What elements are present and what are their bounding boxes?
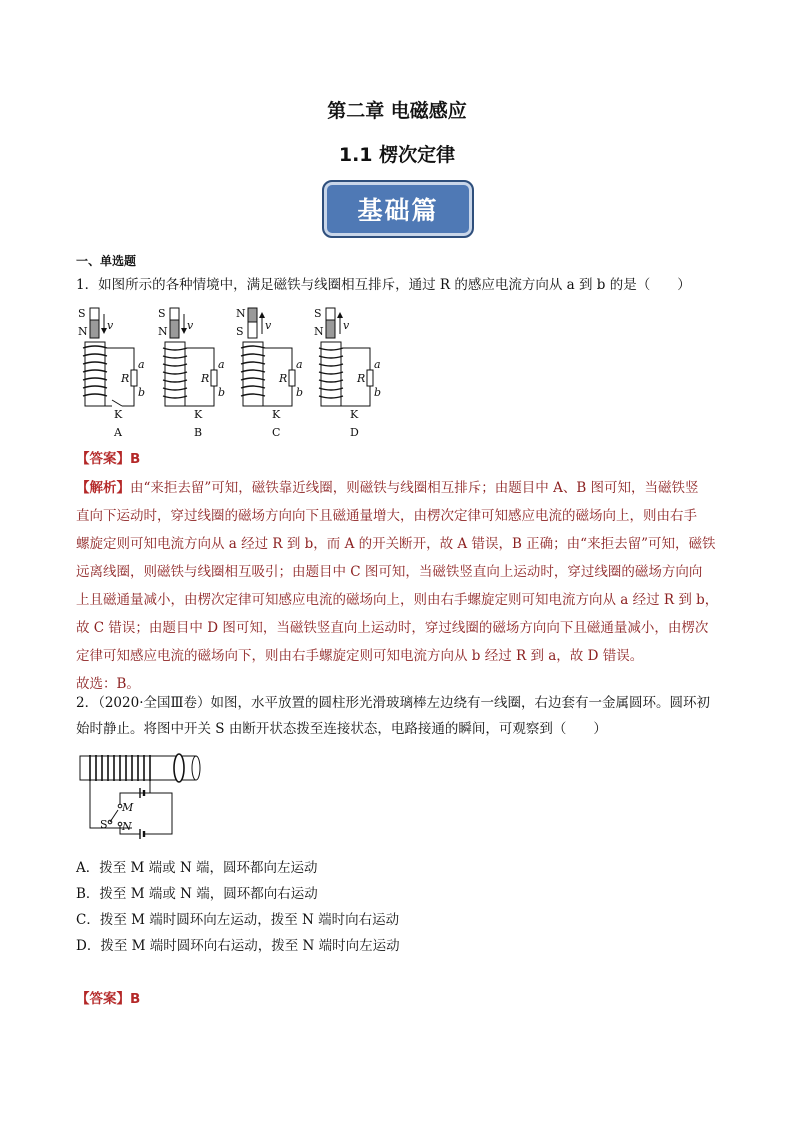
analysis-line: 远离线圈，则磁铁与线圈相互吸引；由题目中 C 图可知，当磁铁竖直向上运动时，穿过线圈的磁场方向向: [76, 564, 703, 580]
analysis-line: 上且磁通量减小，由楞次定律可知感应电流的磁场向上，则由右手螺旋定则可知电流方向从 a 经过 R 到 b，: [76, 592, 719, 608]
q2-answer: [76, 986, 140, 1012]
analysis-line: 定律可知感应电流的磁场向下，则由右手螺旋定则可知电流方向从 b 经过 R 到 a，故 D 错误。: [76, 648, 644, 664]
label-a: a: [296, 358, 303, 371]
label-a: a: [218, 358, 225, 371]
q1-diagram-c: [236, 307, 303, 439]
label-s: S: [158, 307, 166, 320]
lesson-title: 1.1 楞次定律: [338, 144, 456, 166]
q1-stem: 1．如图所示的各种情境中，满足磁铁与线圈相互排斥，通过 R 的感应电流方向从 a 到 b 的是（ ）: [76, 277, 691, 293]
analysis-label: 【解析】: [76, 480, 130, 496]
label-r: R: [279, 372, 288, 385]
section-heading: 一、单选题: [76, 254, 137, 268]
label-n: N: [158, 325, 168, 338]
label-m: M: [122, 801, 134, 814]
analysis-line: 直向下运动时，穿过线圈的磁场方向向下且磁通量增大，由楞次定律可知感应电流的磁场向上，则由右手: [76, 508, 697, 524]
option-label-a: A: [114, 426, 122, 439]
label-v: v: [107, 319, 114, 332]
label-b: b: [138, 386, 146, 399]
q1-analysis: [76, 474, 726, 698]
label-n: N: [122, 820, 132, 833]
q2-option-c: C．拨至 M 端时圆环向左运动，拨至 N 端时向右运动: [76, 912, 400, 928]
label-n: N: [236, 307, 246, 320]
q1-answer: [76, 446, 140, 472]
q2-stem-line2: 始时静止。将图中开关 S 由断开状态拨至连接状态，电路接通的瞬间，可观察到（ ）: [76, 721, 607, 737]
q2-stem-line1: 2．（2020·全国Ⅲ卷）如图，水平放置的圆柱形光滑玻璃棒左边绕有一线圈，右边套有一金属圆环。圆环初: [76, 695, 711, 711]
label-s: S: [236, 325, 244, 338]
analysis-line: 故 C 错误；由题目中 D 图可知，当磁铁竖直向上运动时，穿过线圈的磁场方向向下且磁通量减小，由楞次: [76, 620, 709, 636]
option-label-d: D: [350, 426, 359, 439]
label-a: a: [138, 358, 145, 371]
label-k: K: [272, 408, 281, 421]
label-s: S: [78, 307, 86, 320]
label-k: K: [114, 408, 123, 421]
answer-value: B: [130, 991, 141, 1007]
label-s: S: [314, 307, 322, 320]
label-a: a: [374, 358, 381, 371]
answer-value: B: [130, 451, 141, 467]
label-b: b: [296, 386, 304, 399]
label-n: N: [314, 325, 324, 338]
q1-figure: [76, 304, 406, 440]
analysis-conclusion: 故选：B。: [76, 676, 140, 692]
level-badge: 基础篇: [322, 180, 474, 238]
label-v: v: [187, 319, 194, 332]
label-v: v: [343, 319, 350, 332]
q2-figure: [76, 750, 206, 840]
q2-option-a: A．拨至 M 端或 N 端，圆环都向左运动: [76, 860, 318, 876]
label-s: S: [100, 818, 108, 831]
q2-option-d: D．拨至 M 端时圆环向右运动，拨至 N 端时向左运动: [76, 938, 400, 954]
label-v: v: [265, 319, 272, 332]
answer-label: 【答案】: [76, 991, 130, 1007]
analysis-line: 螺旋定则可知电流方向从 a 经过 R 到 b，而 A 的开关断开，故 A 错误，B 正确；由“来拒去留”可知，磁铁: [76, 536, 716, 552]
label-r: R: [357, 372, 366, 385]
q1-diagram-a: [78, 307, 145, 439]
answer-label: 【答案】: [76, 451, 130, 467]
label-k: K: [194, 408, 203, 421]
option-label-b: B: [194, 426, 203, 439]
chapter-title: 第二章 电磁感应: [327, 100, 467, 122]
label-b: b: [218, 386, 226, 399]
q2-option-b: B．拨至 M 端或 N 端，圆环都向右运动: [76, 886, 318, 902]
label-n: N: [78, 325, 88, 338]
analysis-line: 【解析】由“来拒去留”可知，磁铁靠近线圈，则磁铁与线圈相互排斥；由题目中 A、B 图可知，当磁铁竖: [76, 480, 699, 496]
q1-diagram-d: [314, 307, 381, 439]
option-label-c: C: [272, 426, 281, 439]
q1-diagram-b: [158, 307, 225, 439]
label-k: K: [350, 408, 359, 421]
label-r: R: [201, 372, 210, 385]
label-b: b: [374, 386, 382, 399]
label-r: R: [121, 372, 130, 385]
